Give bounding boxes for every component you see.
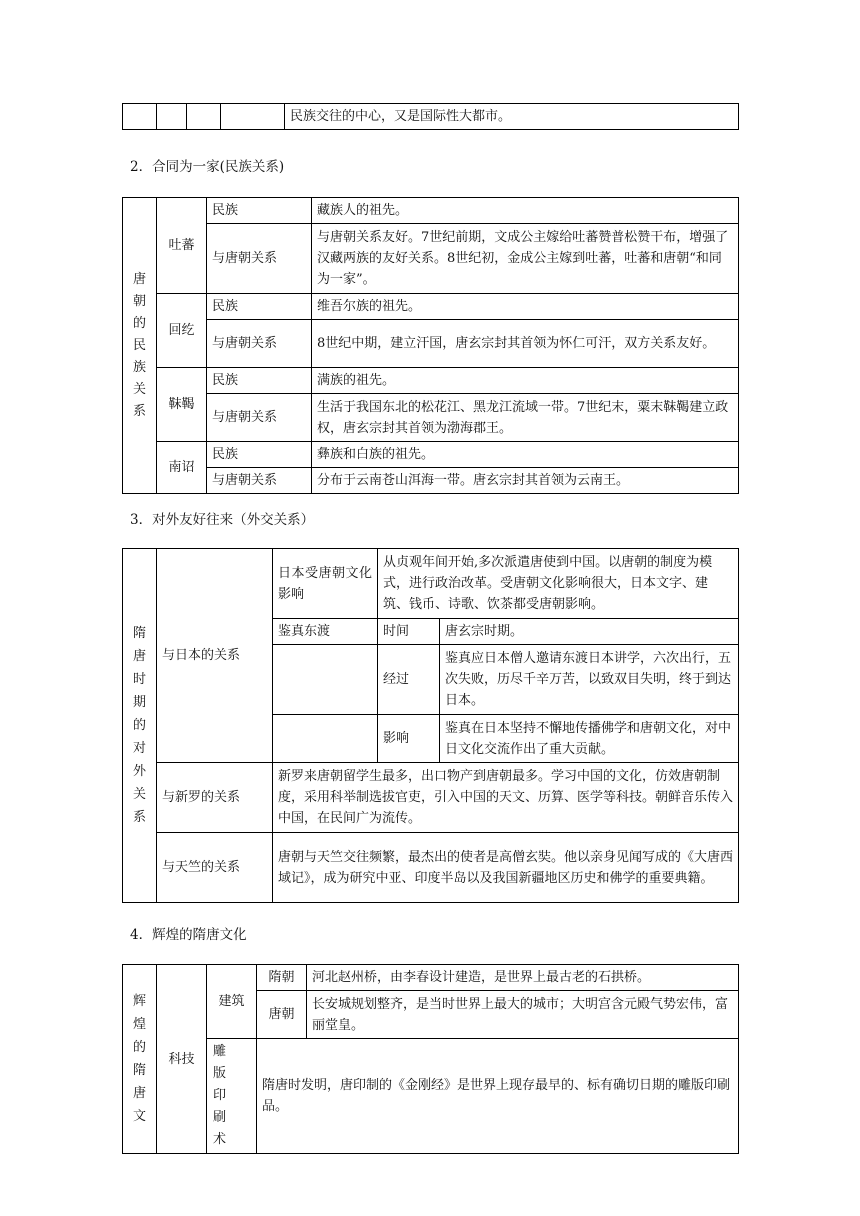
table-cell: 维吾尔族的祖先。 bbox=[312, 294, 739, 320]
row-label: 民族 bbox=[207, 198, 312, 224]
arch-label: 建筑 bbox=[207, 965, 257, 1039]
empty-cell bbox=[157, 104, 187, 130]
table-cell: 彝族和白族的祖先。 bbox=[312, 442, 739, 468]
group-name: 靺鞨 bbox=[157, 368, 207, 442]
table-cell: 长安城规划整齐，是当时世界上最大的城市；大明宫含元殿气势宏伟，富丽堂皇。 bbox=[307, 991, 739, 1039]
row-label: 日本受唐朝文化影响 bbox=[273, 549, 378, 619]
tech-label: 科技 bbox=[157, 965, 207, 1154]
tang-label: 唐朝 bbox=[257, 991, 307, 1039]
foreign-relations-table bbox=[122, 548, 739, 903]
table-cell: 鉴真在日本坚持不懈地传播佛学和唐朝文化，对中日文化交流作出了重大贡献。 bbox=[440, 715, 739, 763]
table-cell: 8世纪中期，建立汗国，唐玄宗封其首领为怀仁可汗，双方关系友好。 bbox=[312, 320, 739, 368]
row-label: 民族 bbox=[207, 368, 312, 394]
row-label: 经过 bbox=[378, 645, 440, 715]
empty-cell bbox=[123, 104, 157, 130]
empty-cell bbox=[273, 645, 378, 715]
table-cell: 从贞观年间开始,多次派遣唐使到中国。以唐朝的制度为模式，进行政治改革。受唐朝文化影响很大，日本文字、建筑、钱币、诗歌、饮茶都受唐朝影响。 bbox=[378, 549, 739, 619]
row-label: 时间 bbox=[378, 619, 440, 645]
table-cell: 新罗来唐朝留学生最多，出口物产到唐朝最多。学习中国的文化，仿效唐朝制度，采用科举制选拔官吏，引入中国的天文、历算、医学等科技。朝鲜音乐传入中国，在民间广为流传。 bbox=[273, 763, 739, 833]
section-4-heading: 4．辉煌的隋唐文化 bbox=[130, 927, 247, 943]
section-2-heading: 2．合同为一家(民族关系) bbox=[130, 159, 285, 175]
japan-label: 与日本的关系 bbox=[157, 549, 273, 763]
row-label: 影响 bbox=[378, 715, 440, 763]
empty-cell bbox=[221, 104, 285, 130]
table-cell: 民族交往的中心，又是国际性大都市。 bbox=[285, 104, 739, 130]
table-cell: 河北赵州桥，由李春设计建造，是世界上最古老的石拱桥。 bbox=[307, 965, 739, 991]
table-cell: 藏族人的祖先。 bbox=[312, 198, 739, 224]
side-label-culture: 辉煌的隋唐文 bbox=[123, 965, 157, 1154]
group-name: 南诏 bbox=[157, 442, 207, 494]
silla-label: 与新罗的关系 bbox=[157, 763, 273, 833]
row-label: 民族 bbox=[207, 294, 312, 320]
side-label-foreign: 隋唐时期的对外关系 bbox=[123, 549, 157, 903]
row-label: 民族 bbox=[207, 442, 312, 468]
row-label: 鉴真东渡 bbox=[273, 619, 378, 645]
row-label: 与唐朝关系 bbox=[207, 320, 312, 368]
table-cell: 分布于云南苍山洱海一带。唐玄宗封其首领为云南王。 bbox=[312, 468, 739, 494]
row-label: 与唐朝关系 bbox=[207, 468, 312, 494]
row-label: 与唐朝关系 bbox=[207, 224, 312, 294]
sui-label: 隋朝 bbox=[257, 965, 307, 991]
table-cell: 唐朝与天竺交往频繁，最杰出的使者是高僧玄奘。他以亲身见闻写成的《大唐西域记》，成为研究中亚、印度半岛以及我国新疆地区历史和佛学的重要典籍。 bbox=[273, 833, 739, 903]
table-cell: 与唐朝关系友好。7世纪前期，文成公主嫁给吐蕃赞普松赞干布，增强了汉藏两族的友好关系。8世纪初，金成公主嫁到吐蕃，吐蕃和唐朝“和同为一家”。 bbox=[312, 224, 739, 294]
row-label: 与唐朝关系 bbox=[207, 394, 312, 442]
table-cell: 唐玄宗时期。 bbox=[440, 619, 739, 645]
top-table bbox=[122, 103, 739, 130]
print-label: 雕版印刷术 bbox=[207, 1039, 257, 1154]
group-name: 回纥 bbox=[157, 294, 207, 368]
culture-table bbox=[122, 964, 739, 1154]
empty-cell bbox=[187, 104, 221, 130]
table-cell: 满族的祖先。 bbox=[312, 368, 739, 394]
group-name: 吐蕃 bbox=[157, 198, 207, 294]
table-cell: 生活于我国东北的松花江、黑龙江流域一带。7世纪末，粟末靺鞨建立政权，唐玄宗封其首领为渤海郡王。 bbox=[312, 394, 739, 442]
section-3-heading: 3．对外友好往来（外交关系） bbox=[130, 512, 315, 528]
table-cell: 鉴真应日本僧人邀请东渡日本讲学，六次出行，五次失败，历尽千辛万苦，以致双目失明，终于到达日本。 bbox=[440, 645, 739, 715]
ethnic-relations-table bbox=[122, 197, 739, 494]
india-label: 与天竺的关系 bbox=[157, 833, 273, 903]
side-label-ethnic: 唐朝的民族关系 bbox=[123, 198, 157, 494]
table-cell: 隋唐时发明，唐印制的《金刚经》是世界上现存最早的、标有确切日期的雕版印刷品。 bbox=[257, 1039, 739, 1154]
empty-cell bbox=[273, 715, 378, 763]
